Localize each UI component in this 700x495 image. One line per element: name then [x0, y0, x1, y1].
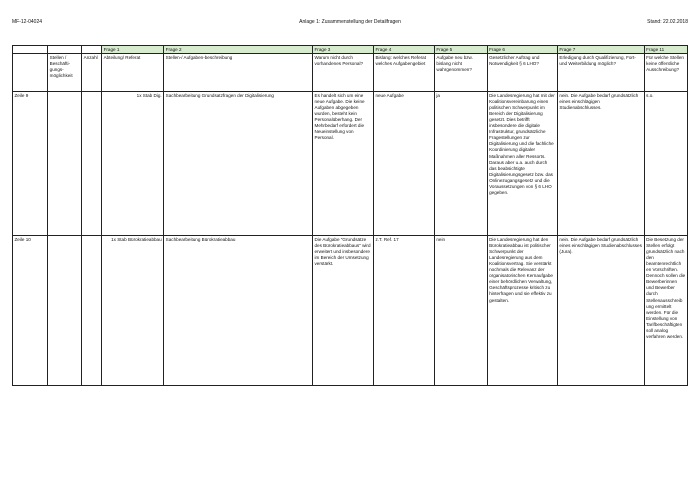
table-cell: [48, 236, 82, 386]
row-label: Zeile 9: [13, 92, 48, 236]
question-6-header: Frage 6: [487, 46, 557, 54]
table-cell: Die Landesregierung hat mit der Koalitionsvereinbarung einen politischen Schwerpunkt im Bereich der Digitalisierung gesetzt. Dies betrifft insbesondere die digitale Infrastruktur, grundsätzliche Fragestellungen zur Digitalisierung und die fachliche Koordinierung digitaler Maßnahmen aller Ressorts. Daraus aber u.a. auch durch das beabsichtigte Digitalisierungsgesetz bzw. das Onlinezugangsgesetz und die Voraussetzungen von § 6 LHO gegeben.: [487, 92, 557, 236]
document-title: Anlage 1: Zusammenstellung der Detailfragen: [299, 19, 401, 25]
table-cell: ja: [434, 92, 487, 236]
table-cell: Es handelt sich um eine neue Aufgabe. Die keine Aufgaben abgegeben wurden, besteht kein Personalüberhang. Der Mehrbedarf erfordert die Neueinstellung von Personal.: [313, 92, 374, 236]
table-cell: Die Aufgabe "Grundsätze des Bürokratieabbaus" wird erweitert und insbesondere im Bereich der Umsetzung verstärkt.: [313, 236, 374, 386]
header-cell: [48, 46, 82, 54]
table-cell: nein: [434, 236, 487, 386]
table-row: [13, 236, 688, 386]
table-cell: 1x Stab Dig.: [102, 92, 164, 236]
question-1-header: Frage 1: [102, 46, 164, 54]
column-description: Stellen-/ Aufgaben-beschreibung: [164, 54, 313, 92]
table-cell: Die Besetzung der Stellen erfolgt grundsätzlich nach den beamtenrechtlich en Vorschriften. Dennoch sollen die Bewerberinnen und Bewerber durch Stellenausschreib ung ermittelt werden. Für die Einstellung von Tarifbeschäftigten soll analog verfahren werden.: [644, 236, 687, 386]
column-description: Gesetzlicher Auftrag und Notwendigkeit § 6 LHO?: [487, 54, 557, 92]
column-description: Anzahl: [82, 54, 102, 92]
column-description: Für welche Stellen keine öffentliche Ausschreibung?: [644, 54, 687, 92]
question-5-header: Frage 5: [434, 46, 487, 54]
table-cell: [48, 92, 82, 236]
row-label: Zeile 10: [13, 236, 48, 386]
question-3-header: Frage 3: [313, 46, 374, 54]
header-cell: [82, 46, 102, 54]
table-cell: nein. Die Aufgabe bedarf grundsätzlich eines einschlägigen Studienabschlusses.: [557, 92, 644, 236]
table-cell: Sachbearbeitung Bürokratieabbau: [164, 236, 313, 386]
question-7-header: Frage 7: [557, 46, 644, 54]
document-date: Stand: 22.02.2018: [647, 19, 688, 25]
question-4-header: Frage 4: [373, 46, 434, 54]
question-2-header: Frage 2: [164, 46, 313, 54]
table-row: [13, 92, 688, 236]
table-cell: Sachbearbeitung Grundsatzfragen der Digitalisierung: [164, 92, 313, 236]
detail-questions-table: [12, 45, 688, 386]
table-cell: 1x Stab Bürokratieabbau: [102, 236, 164, 386]
header-cell: [13, 46, 48, 54]
table-cell: neue Aufgabe: [373, 92, 434, 236]
question-11-header: Frage 11: [644, 46, 687, 54]
column-description: [13, 54, 48, 92]
column-description: Aufgabe neu bzw. bislang nicht wahrgenommen?: [434, 54, 487, 92]
column-description: Erledigung durch Qualifizierung, Fort- und Weiterbildung möglich?: [557, 54, 644, 92]
column-description: Stellen / Beschäfti-gungs-möglichkeit: [48, 54, 82, 92]
column-description: Bislang: welches Referat welches Aufgabengebiet: [373, 54, 434, 92]
table-cell: s.o.: [644, 92, 687, 236]
table-cell: Die Landesregierung hat den Bürokratieabbau ist politischer Schwerpunkt der Landesregierung aus dem Koalitionsvertrag. Sie verstärkt nochmals die Relevanz der organisatorischen Kernaufgabe einer behördlichen Verwaltung, Geschäftsprozesse kritisch zu hinterfragen und sie effektiv zu gestalten.: [487, 236, 557, 386]
table-cell: nein. Die Aufgabe bedarf grundsätzlich eines einschlägigen Studienabschlusses (Jura).: [557, 236, 644, 386]
table-cell: [82, 236, 102, 386]
column-description: Warum nicht durch vorhandenes Personal?: [313, 54, 374, 92]
column-description-row: [13, 54, 688, 92]
table-cell: z.T. Ref. 17: [373, 236, 434, 386]
question-header-row: [13, 46, 688, 54]
column-description: Abteilung/ Referat: [102, 54, 164, 92]
document-id: MF-12-04024: [12, 19, 43, 25]
table-cell: [82, 92, 102, 236]
